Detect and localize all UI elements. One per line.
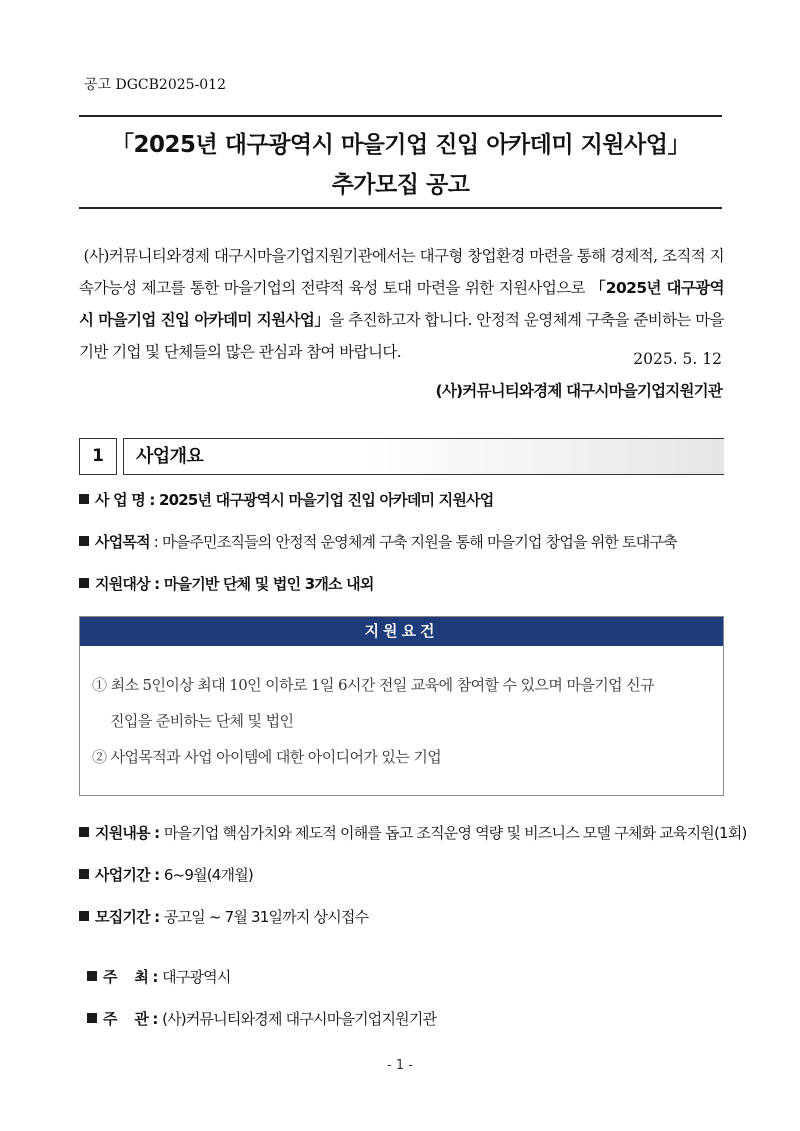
square-bullet-icon	[79, 494, 89, 504]
square-bullet-icon	[79, 911, 89, 921]
requirement-1-line-2: 진입을 준비하는 단체 및 법인	[110, 712, 294, 730]
page-number: - 1 -	[387, 1058, 413, 1073]
square-bullet-icon	[79, 578, 89, 588]
section-header	[79, 438, 724, 475]
intro-paragraph: (사)커뮤니티와경제 대구시마을기업지원기관에서는 대구형 창업환경 마련을 통해 경제적, 조직적 지속가능성 제고를 통한 마을기업의 전략적 육성 토대 마련을 위한 지원사업으로 「2025년 대구광역시 마을기업 진입 아카데미 지원사업」을 추진하고자 합니다. 안정적 운영체계 구축을 준비하는 마을기반 기업 및 단체들의 많은 관심과 참여 바랍니다.	[79, 247, 724, 361]
document-number: 공고 DGCB2025-012	[84, 77, 226, 93]
item-support-content: 지원내용 : 마을기업 핵심가치와 제도적 이해를 돕고 조직운영 역량 및 비즈니스 모델 구체화 교육지원(1회)	[79, 822, 747, 843]
item-business-name: 사 업 명 : 2025년 대구광역시 마을기업 진입 아카데미 지원사업	[79, 489, 493, 510]
item-support-target: 지원대상 : 마을기반 단체 및 법인 3개소 내외	[79, 573, 374, 594]
announcement-date: 2025. 5. 12	[633, 350, 722, 368]
item-organizer: 주 관 : (사)커뮤니티와경제 대구시마을기업지원기관	[79, 990, 436, 1029]
requirement-1-line-1: ① 최소 5인이상 최대 10인 이하로 1일 6시간 전일 교육에 참여할 수 있으며 마을기업 신규	[92, 676, 654, 694]
title-line-1: 「2025년 대구광역시 마을기업 진입 아카데미 지원사업」	[111, 132, 690, 158]
square-bullet-icon	[87, 1013, 97, 1023]
item-host: 주 최 : 대구광역시	[79, 948, 231, 987]
requirements-body	[92, 667, 712, 775]
square-bullet-icon	[79, 869, 89, 879]
requirement-2: ② 사업목적과 사업 아이템에 대한 아이디어가 있는 기업	[92, 748, 442, 766]
intro-bold-title: 「2025년 대구광역시 마을기업 진입 아카데미 지원사업」	[79, 279, 724, 329]
requirements-header: 지원요건	[80, 617, 723, 646]
section-title: 사업개요	[136, 446, 204, 467]
organization-name: (사)커뮤니티와경제 대구시마을기업지원기관	[435, 382, 722, 400]
section-title-bar	[123, 438, 724, 475]
requirements-box	[79, 616, 724, 796]
item-business-period: 사업기간 : 6~9월(4개월)	[79, 864, 253, 885]
section-number: 1	[79, 438, 117, 475]
item-business-purpose: 사업목적 : 마을주민조직들의 안정적 운영체계 구축 지원을 통해 마을기업 창업을 위한 토대구축	[79, 531, 677, 552]
top-rule	[79, 115, 722, 117]
square-bullet-icon	[87, 971, 97, 981]
square-bullet-icon	[79, 827, 89, 837]
item-recruitment-period: 모집기간 : 공고일 ~ 7월 31일까지 상시접수	[79, 906, 368, 927]
square-bullet-icon	[79, 536, 89, 546]
title-line-2: 추가모집 공고	[331, 172, 470, 198]
bottom-rule	[79, 207, 722, 209]
